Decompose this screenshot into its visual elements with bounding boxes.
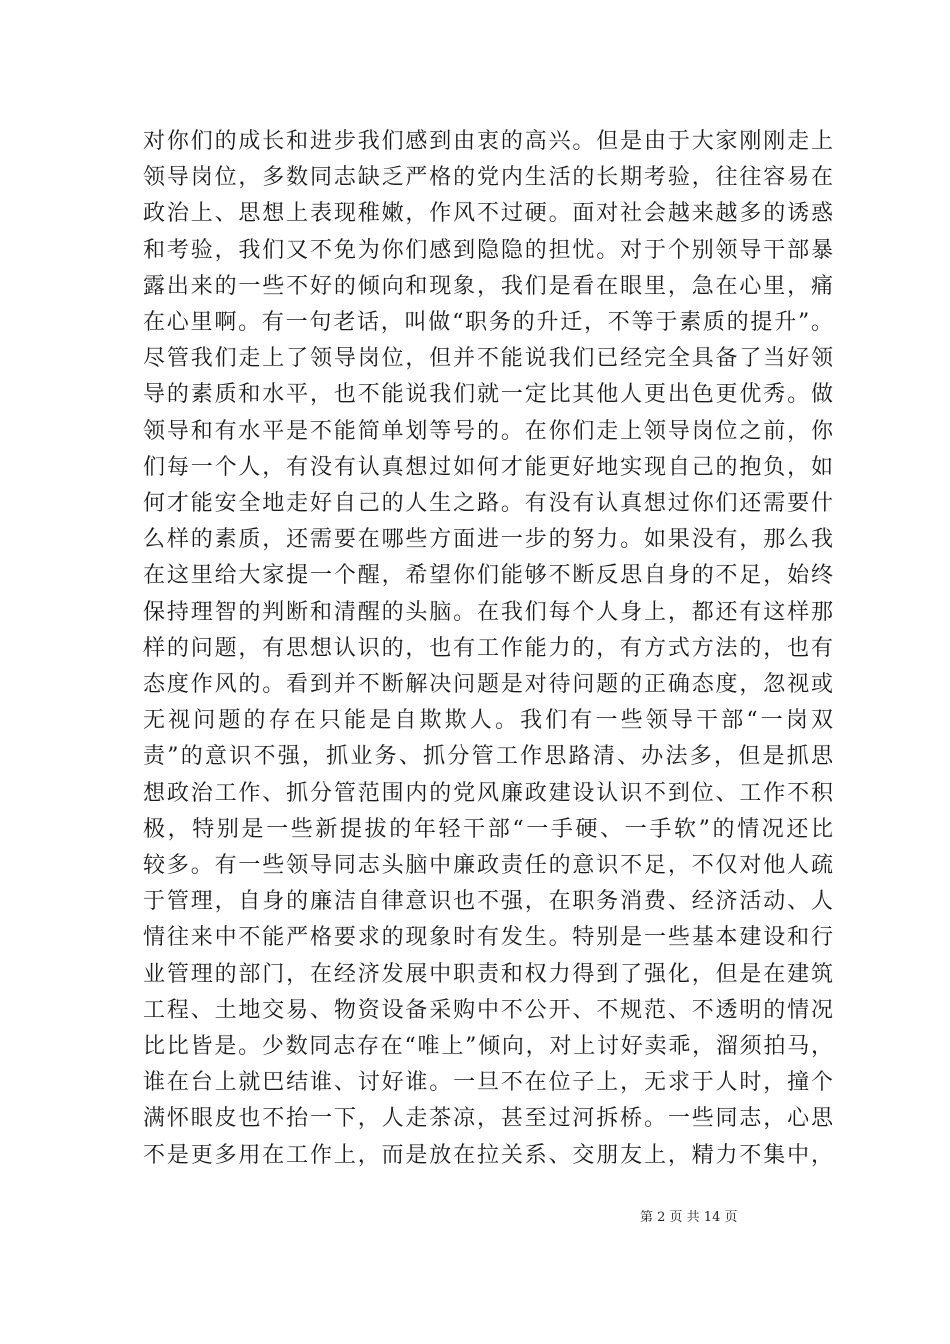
page-footer [0,1206,950,1225]
text-line: 和考验，我们又不免为你们感到隐隐的担忧。对于个别领导干部暴 [143,237,833,263]
text-line: 样的问题，有思想认识的，也有工作能力的，有方式方法的，也有 [143,635,833,661]
text-line: 何才能安全地走好自己的人生之路。有没有认真想过你们还需要什 [143,491,833,517]
page-number: 第 2 页 共 14 页 [640,1210,738,1225]
text-line: 满怀眼皮也不抬一下，人走茶凉，甚至过河拆桥。一些同志，心思 [143,1106,833,1132]
text-line: 极，特别是一些新提拔的年轻干部“一手硬、一手软”的情况还比 [143,816,833,842]
text-line: 露出来的一些不好的倾向和现象，我们是看在眼里，急在心里，痛 [143,273,833,299]
text-line: 情往来中不能严格要求的现象时有发生。特别是一些基本建设和行 [143,925,833,951]
text-line: 想政治工作、抓分管范围内的党风廉政建设认识不到位、工作不积 [143,780,833,806]
text-line: 业管理的部门，在经济发展中职责和权力得到了强化，但是在建筑 [143,961,833,987]
text-line: 在心里啊。有一句老话，叫做“职务的升迁，不等于素质的提升”。 [143,310,833,336]
text-line: 在这里给大家提一个醒，希望你们能够不断反思自身的不足，始终 [143,563,833,589]
text-line: 导的素质和水平，也不能说我们就一定比其他人更出色更优秀。做 [143,382,833,408]
text-line: 态度作风的。看到并不断解决问题是对待问题的正确态度，忽视或 [143,672,833,698]
text-line: 政治上、思想上表现稚嫩，作风不过硬。面对社会越来越多的诱惑 [143,201,833,227]
text-line: 不是更多用在工作上，而是放在拉关系、交朋友上，精力不集中， [143,1142,833,1168]
body-paragraph [143,124,833,1174]
text-line: 工程、土地交易、物资设备采购中不公开、不规范、不透明的情况 [143,997,833,1023]
text-line: 对你们的成长和进步我们感到由衷的高兴。但是由于大家刚刚走上 [143,129,833,154]
text-line: 较多。有一些领导同志头脑中廉政责任的意识不足，不仅对他人疏 [143,853,833,879]
text-line: 保持理智的判断和清醒的头脑。在我们每个人身上，都还有这样那 [143,599,833,625]
text-line: 比比皆是。少数同志存在“唯上”倾向，对上讨好卖乖，溜须拍马， [143,1034,833,1060]
text-line: 尽管我们走上了领导岗位，但并不能说我们已经完全具备了当好领 [143,346,833,372]
text-line: 责”的意识不强，抓业务、抓分管工作思路清、办法多，但是抓思 [143,744,833,770]
text-line: 领导和有水平是不能简单划等号的。在你们走上领导岗位之前，你 [143,418,833,444]
text-line: 么样的素质，还需要在哪些方面进一步的努力。如果没有，那么我 [143,527,833,553]
text-line: 领导岗位，多数同志缺乏严格的党内生活的长期考验，往往容易在 [143,165,833,191]
text-line: 们每一个人，有没有认真想过如何才能更好地实现自己的抱负，如 [143,454,833,480]
text-line: 谁在台上就巴结谁、讨好谁。一旦不在位子上，无求于人时，撞个 [143,1070,833,1096]
text-line: 无视问题的存在只能是自欺欺人。我们有一些领导干部“一岗双 [143,708,833,734]
text-line: 于管理，自身的廉洁自律意识也不强，在职务消费、经济活动、人 [143,889,833,915]
